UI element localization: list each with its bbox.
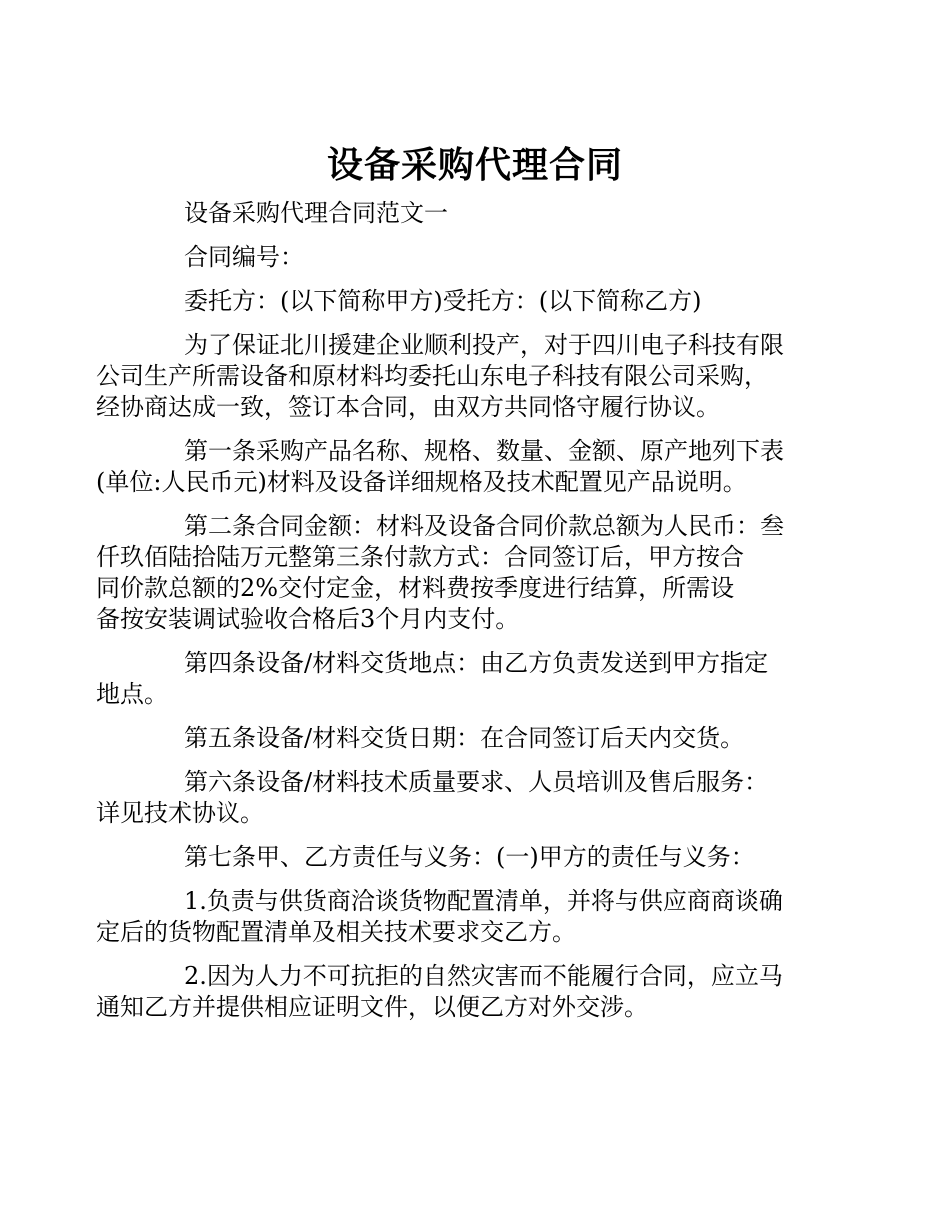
- paragraph-line: 公司生产所需设备和原材料均委托山东电子科技有限公司采购，: [96, 362, 768, 390]
- paragraph-clause-2: [96, 961, 820, 1023]
- paragraph-line: 第四条设备/材料交货地点：由乙方负责发送到甲方指定: [184, 649, 769, 677]
- paragraph-line: 第五条设备/材料交货日期：在合同签订后天内交货。: [184, 724, 745, 752]
- paragraph-line: 定后的货物配置清单及相关技术要求交乙方。: [96, 918, 576, 946]
- paragraph-article-5: [140, 723, 820, 754]
- paragraph-clause-1: [96, 886, 820, 948]
- paragraph-line: 地点。: [96, 680, 168, 708]
- document-title: 设备采购代理合同: [326, 145, 623, 187]
- paragraph-article-4: [96, 648, 820, 710]
- paragraph-line: 第七条甲、乙方责任与义务：(一)甲方的责任与义务：: [184, 843, 755, 871]
- paragraph-template-title: [140, 198, 820, 229]
- paragraph-line: 同价款总额的2%交付定金，材料费按季度进行结算，所需设: [96, 574, 735, 602]
- paragraph-line: 1.负责与供货商洽谈货物配置清单，并将与供应商商谈确: [184, 887, 783, 915]
- paragraph-line: 设备采购代理合同范文一: [184, 199, 448, 227]
- paragraph-purpose: [96, 330, 820, 423]
- paragraph-article-6: [96, 767, 820, 829]
- paragraph-line: 详见技术协议。: [96, 799, 264, 827]
- paragraph-line: 第六条设备/材料技术质量要求、人员培训及售后服务：: [184, 768, 769, 796]
- paragraph-line: 委托方：(以下简称甲方)受托方：(以下简称乙方): [184, 287, 702, 315]
- paragraph-line: 2.因为人力不可抗拒的自然灾害而不能履行合同，应立马: [184, 962, 783, 990]
- paragraph-line: 第二条合同金额：材料及设备合同价款总额为人民币：叁: [184, 512, 784, 540]
- paragraph-line: 为了保证北川援建企业顺利投产，对于四川电子科技有限: [184, 331, 784, 359]
- paragraph-line: 仟玖佰陆拾陆万元整第三条付款方式：合同签订后，甲方按合: [96, 543, 744, 571]
- paragraph-line: 合同编号：: [184, 243, 304, 271]
- paragraph-line: 备按安装调试验收合格后3个月内支付。: [96, 605, 520, 633]
- paragraph-line: 通知乙方并提供相应证明文件，以便乙方对外交涉。: [96, 993, 648, 1021]
- paragraph-article-1: [96, 436, 820, 498]
- paragraph-article-7: [140, 842, 820, 873]
- paragraph-line: 经协商达成一致，签订本合同，由双方共同恪守履行协议。: [96, 393, 720, 421]
- paragraph-line: 第一条采购产品名称、规格、数量、金额、原产地列下表: [184, 437, 784, 465]
- paragraph-contract-number: [140, 242, 820, 273]
- paragraph-parties: [140, 286, 820, 317]
- paragraph-line: (单位:人民币元)材料及设备详细规格及技术配置见产品说明。: [96, 468, 747, 496]
- document-body: [96, 198, 820, 1036]
- paragraph-article-2-3: [96, 511, 820, 635]
